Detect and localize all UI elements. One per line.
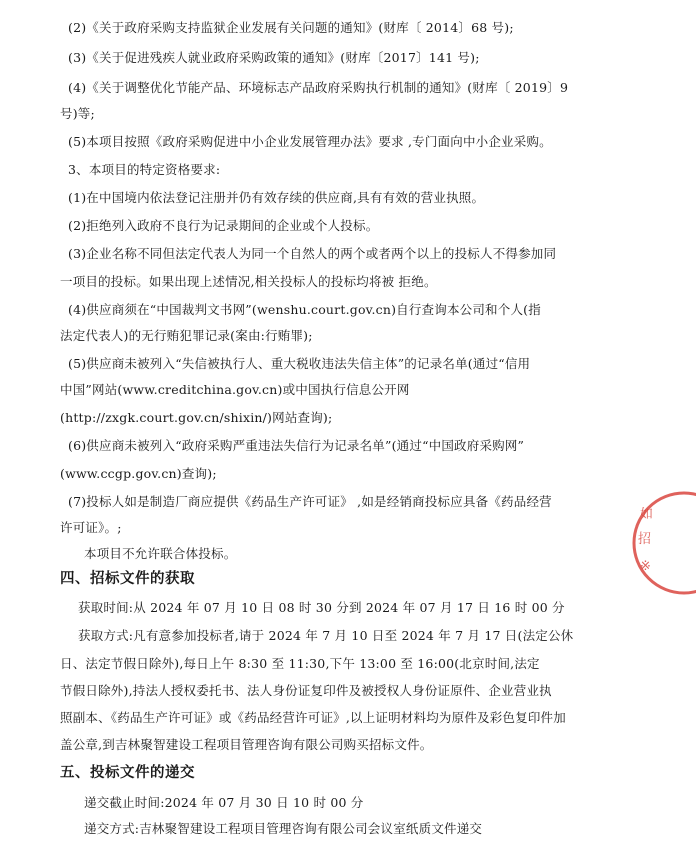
text-line: 获取方式:凡有意参加投标者,请于 2024 年 7 月 10 日至 2024 年 7 月 17 日(法定公休 — [78, 628, 574, 643]
text-line: (2)《关于政府采购支持监狱企业发展有关问题的通知》(财库〔 2014〕68 号); — [68, 20, 514, 35]
text-line: 递交方式:吉林聚智建设工程项目管理咨询有限公司会议室纸质文件递交 — [84, 821, 483, 836]
text-line: 号)等; — [60, 106, 95, 121]
text-line: (5)本项目按照《政府采购促进中小企业发展管理办法》要求 ,专门面向中小企业采购。 — [68, 134, 552, 149]
text-line: (4)供应商须在“中国裁判文书网”(wenshu.court.gov.cn)自行查询本公司和个人(指 — [68, 302, 541, 317]
text-line: (5)供应商未被列入“失信被执行人、重大税收违法失信主体”的记录名单(通过“信用 — [68, 356, 531, 371]
text-line: (3)《关于促进残疾人就业政府采购政策的通知》(财库〔2017〕141 号); — [68, 50, 480, 65]
text-line: 获取时间:从 2024 年 07 月 10 日 08 时 30 分到 2024 年 07 月 17 日 16 时 00 分 — [78, 600, 565, 615]
section-heading: 四、招标文件的获取 — [60, 570, 195, 587]
text-line: (1)在中国境内依法登记注册并仍有效存续的供应商,具有有效的营业执照。 — [68, 190, 485, 205]
seal-char: 招 — [638, 532, 652, 547]
text-line: (2)拒绝列入政府不良行为记录期间的企业或个人投标。 — [68, 218, 379, 233]
text-line: 中国”网站(www.creditchina.gov.cn)或中国执行信息公开网 — [60, 382, 410, 397]
text-line: (www.ccgp.gov.cn)查询); — [60, 466, 217, 481]
text-line: 一项目的投标。如果出现上述情况,相关投标人的投标均将被 拒绝。 — [60, 274, 437, 289]
official-seal — [626, 488, 696, 598]
text-line: 3、本项目的特定资格要求: — [68, 162, 221, 177]
text-line: (http://zxgk.court.gov.cn/shixin/)网站查询); — [60, 410, 333, 425]
text-line: (7)投标人如是制造厂商应提供《药品生产许可证》 ,如是经销商投标应具备《药品经营 — [68, 494, 552, 509]
text-line: 递交截止时间:2024 年 07 月 30 日 10 时 00 分 — [84, 795, 364, 810]
text-line: 节假日除外),持法人授权委托书、法人身份证复印件及被授权人身份证原件、企业营业执 — [60, 683, 552, 698]
text-line: (6)供应商未被列入“政府采购严重违法失信行为记录名单”(通过“中国政府采购网” — [68, 438, 525, 453]
text-line: (3)企业名称不同但法定代表人为同一个自然人的两个或者两个以上的投标人不得参加同 — [68, 246, 557, 261]
seal-char: 如 — [640, 507, 654, 522]
text-line: 法定代表人)的无行贿犯罪记录(案由:行贿罪); — [60, 328, 313, 343]
text-line: 日、法定节假日除外),每日上午 8:30 至 11:30,下午 13:00 至 16:00(北京时间,法定 — [60, 656, 540, 671]
text-line: 盖公章,到吉林聚智建设工程项目管理咨询有限公司购买招标文件。 — [60, 737, 433, 752]
section-heading: 五、投标文件的递交 — [60, 764, 195, 781]
text-line: (4)《关于调整优化节能产品、环境标志产品政府采购执行机制的通知》(财库〔 2019〕9 — [68, 80, 569, 95]
seal-char: ※ — [640, 559, 651, 574]
text-line: 照副本、《药品生产许可证》或《药品经营许可证》,以上证明材料均为原件及彩色复印件加 — [60, 710, 566, 725]
text-line: 许可证》。; — [60, 520, 122, 535]
text-line: 本项目不允许联合体投标。 — [84, 546, 237, 561]
